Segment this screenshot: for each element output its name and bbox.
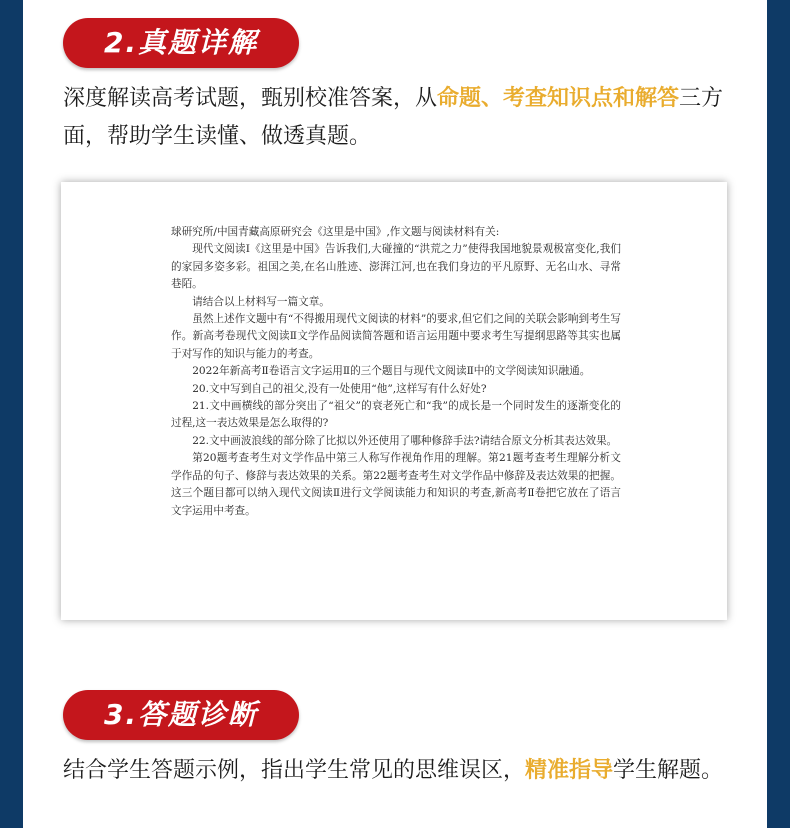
document-paragraph: 22.文中画波浪线的部分除了比拟以外还使用了哪种修辞手法?请结合原文分析其表达效果。 [192, 434, 618, 447]
section-3-intro-text-end: 学生解题。 [613, 758, 724, 783]
document-paragraph: 请结合以上材料写一篇文章。 [192, 295, 330, 308]
exam-document-scan [61, 182, 727, 620]
document-paragraph: 21.文中画横线的部分突出了“祖父”的衰老死亡和“我”的成长是一个同时发生的逐渐变化的过程,这一表达效果是怎么取得的? [171, 400, 621, 430]
document-paragraph: 虽然上述作文题中有“不得搬用现代文阅读的材料”的要求,但它们之间的关联会影响到考生写作。新高考卷现代文阅读Ⅱ文学作品阅读简答题和语言运用题中要求考生写提纲思路等其实也属于对写作的知识与能力的考查。 [171, 313, 621, 360]
document-paragraph: 2022年新高考Ⅱ卷语言文字运用Ⅱ的三个题目与现代文阅读Ⅱ中的文学阅读知识融通。 [192, 365, 591, 378]
content-panel [23, 0, 767, 828]
section-2-intro-text-end: 三方面，帮助学生读懂、做透真题。 [63, 86, 724, 149]
section-2-intro [63, 80, 733, 156]
section-3-badge: 3.答题诊断 [63, 690, 299, 740]
section-3-intro [63, 752, 733, 790]
section-3-intro-highlight: 精准指导 [525, 758, 614, 783]
section-2-intro-highlight: 命题、考查知识点和解答 [437, 86, 680, 111]
document-paragraph: 20.文中写到自己的祖父,没有一处使用“他”,这样写有什么好处? [192, 382, 487, 395]
document-paragraph: 球研究所/中国青藏高原研究会《这里是中国》,作文题与阅读材料有关: [171, 226, 500, 238]
document-paragraph: 第20题考查考生对文学作品中第三人称写作视角作用的理解。第21题考查考生理解分析文学作品的句子、修辞与表达效果的关系。第22题考查考生对文学作品中修辞及表达效果的把握。这三个题目都可以纳入现代文阅读Ⅱ进行文学阅读能力和知识的考查,新高考Ⅱ卷把它放在了语言文字运用中考查。 [171, 452, 621, 517]
section-2-intro-text: 深度解读高考试题，甄别校准答案，从 [63, 86, 438, 111]
section-3-intro-text: 结合学生答题示例，指出学生常见的思维误区， [63, 758, 526, 783]
section-2-badge: 2.真题详解 [63, 18, 299, 68]
document-body [171, 224, 621, 520]
document-paragraph: 现代文阅读Ⅰ《这里是中国》告诉我们,大碰撞的“洪荒之力”使得我国地貌景观极富变化,我们的家园多姿多彩。祖国之美,在名山胜迹、澎湃江河,也在我们身边的平凡原野、无名山水、寻常巷陌。 [171, 243, 621, 291]
